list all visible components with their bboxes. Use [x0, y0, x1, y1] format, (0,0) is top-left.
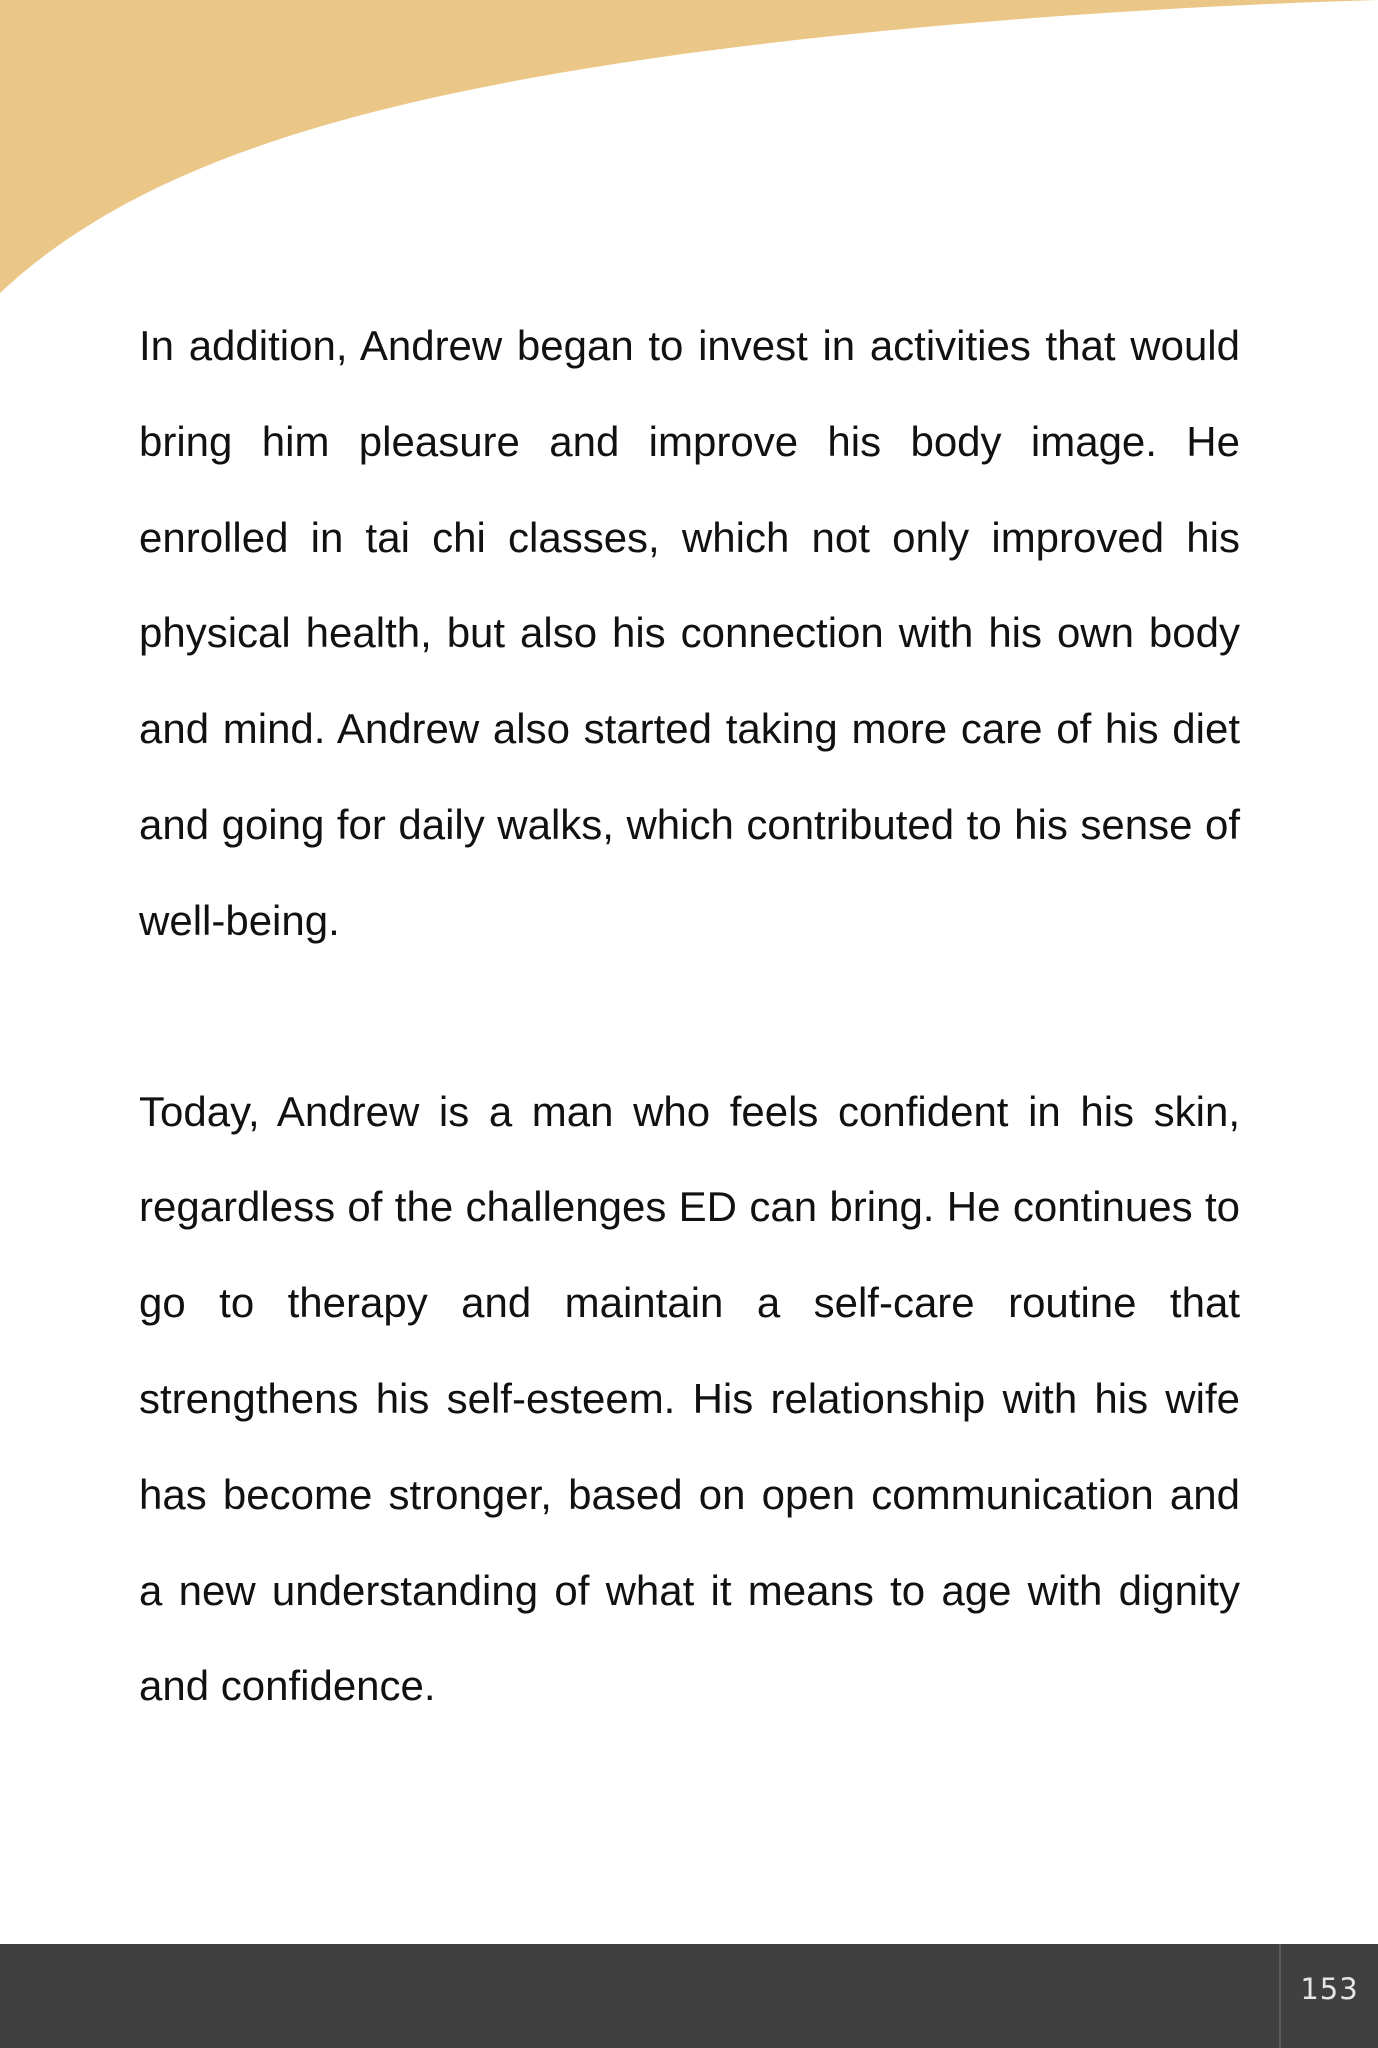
decorative-top-wave — [0, 0, 1378, 300]
page-content — [139, 298, 1240, 1734]
page-number: 153 — [1300, 1972, 1359, 2006]
body-paragraph-2: Today, Andrew is a man who feels confident in his skin, regardless of the challenges ED can bring. He continues to go to therapy and maintain a self-care routine that strengthens his self-esteem. His relationship with his wife has become stronger, based on open communication and a new understanding of what it means to age with dignity and confidence. — [139, 1087, 1240, 1710]
page-footer — [0, 1944, 1378, 2048]
page-number-box — [1279, 1944, 1378, 2048]
body-paragraph-1: In addition, Andrew began to invest in activities that would bring him pleasure and improve his body image. He enrolled in tai chi classes, which not only improved his physical health, but also his connection with his own body and mind. Andrew also started taking more care of his diet and going for daily walks, which contributed to his sense of well-being. — [139, 322, 1240, 944]
